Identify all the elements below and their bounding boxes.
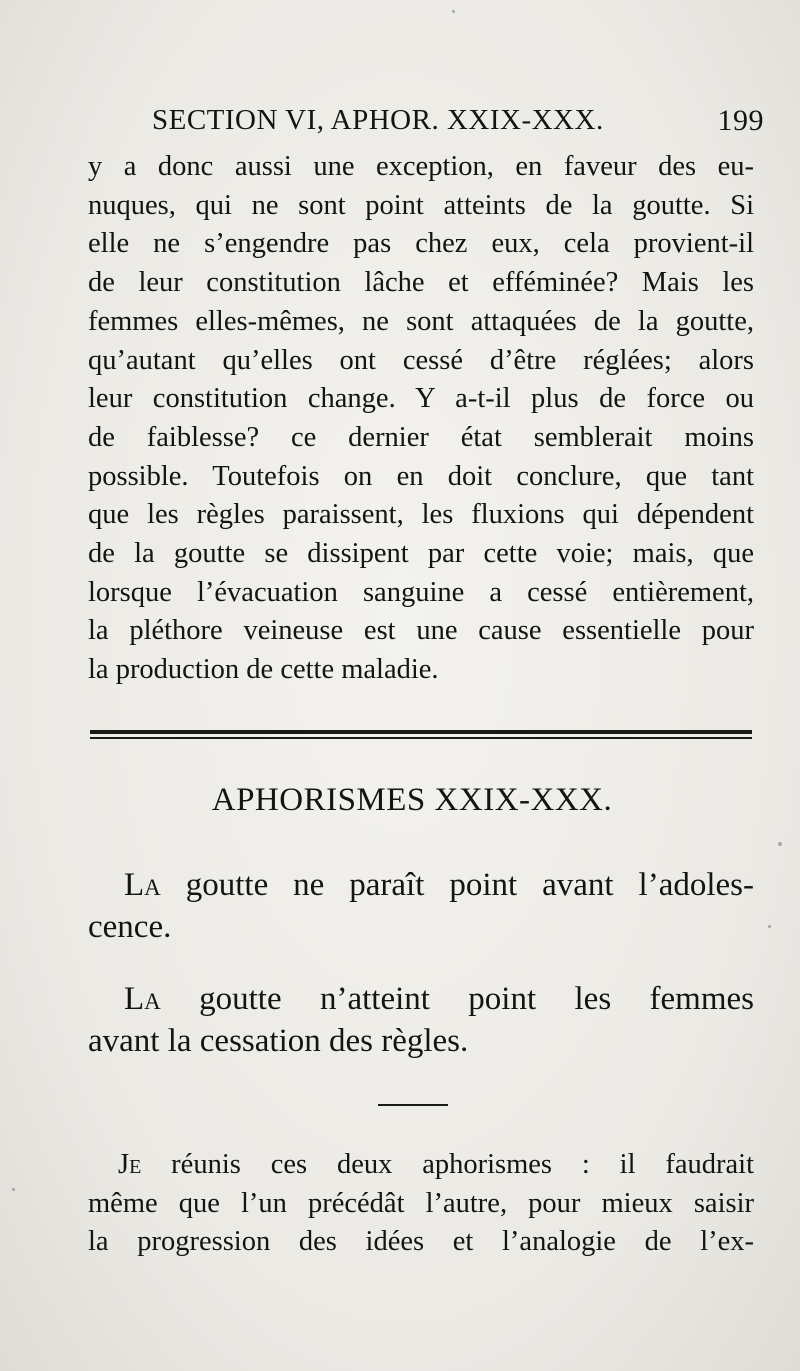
divider-thin-line xyxy=(90,737,752,739)
paper-speck xyxy=(12,1188,15,1191)
text-line: femmes elles-mêmes, ne sont attaquées de la goutte, xyxy=(88,305,754,337)
text-line: de la goutte se dissipent par cette voie; mais, que xyxy=(88,538,754,570)
paper-speck xyxy=(768,925,771,928)
aphorism-30 xyxy=(88,978,754,1062)
text-line xyxy=(88,978,754,1020)
text-line: lorsque l’évacuation sanguine a cessé entièrement, xyxy=(88,576,754,608)
drop-initial: La xyxy=(124,867,161,903)
text-run: goutte n’atteint point les femmes xyxy=(160,981,754,1017)
text-line: possible. Toutefois on en doit conclure, que tant xyxy=(88,460,754,492)
section-divider xyxy=(90,730,752,740)
text-line: de faiblesse? ce dernier état semblerait moins xyxy=(88,421,754,453)
text-line: qu’autant qu’elles ont cessé d’être réglées; alors xyxy=(88,344,754,376)
commentary-paragraph-top xyxy=(88,148,754,690)
text-line: cence. xyxy=(88,909,172,945)
text-line xyxy=(88,864,754,906)
text-line: elle ne s’engendre pas chez eux, cela provient-il xyxy=(88,228,754,260)
text-line xyxy=(88,1146,754,1185)
text-run: réunis ces deux aphorismes : il faudrait xyxy=(141,1149,754,1180)
text-line: la pléthore veineuse est une cause essentielle pour xyxy=(88,615,754,647)
divider-thick-line xyxy=(90,730,752,734)
section-heading: APHORISMES XXIX-XXX. xyxy=(211,782,613,818)
page-header xyxy=(152,104,764,144)
text-line: la production de cette maladie. xyxy=(88,654,439,686)
page-number: 199 xyxy=(717,104,764,137)
text-line: avant la cessation des règles. xyxy=(88,1023,469,1059)
drop-initial: Je xyxy=(118,1149,142,1180)
commentary-paragraph-bottom xyxy=(88,1146,754,1262)
text-line: de leur constitution lâche et efféminée? Mais les xyxy=(88,267,754,299)
short-divider xyxy=(378,1104,448,1106)
running-title: SECTION VI, APHOR. XXIX-XXX. xyxy=(152,104,604,136)
text-line: nuques, qui ne sont point atteints de la goutte. Si xyxy=(88,189,754,221)
text-line: même que l’un précédât l’autre, pour mieux saisir xyxy=(88,1187,754,1219)
drop-initial: La xyxy=(124,981,161,1017)
text-run: goutte ne paraît point avant l’adoles- xyxy=(160,867,754,903)
paper-speck xyxy=(778,842,782,846)
aphorism-29 xyxy=(88,864,754,948)
text-line: y a donc aussi une exception, en faveur des eu- xyxy=(88,151,754,182)
text-line: leur constitution change. Y a-t-il plus de force ou xyxy=(88,383,754,415)
paper-speck xyxy=(452,10,455,13)
text-line: que les règles paraissent, les fluxions qui dépendent xyxy=(88,499,754,531)
text-line: la progression des idées et l’analogie de l’ex- xyxy=(88,1226,754,1258)
